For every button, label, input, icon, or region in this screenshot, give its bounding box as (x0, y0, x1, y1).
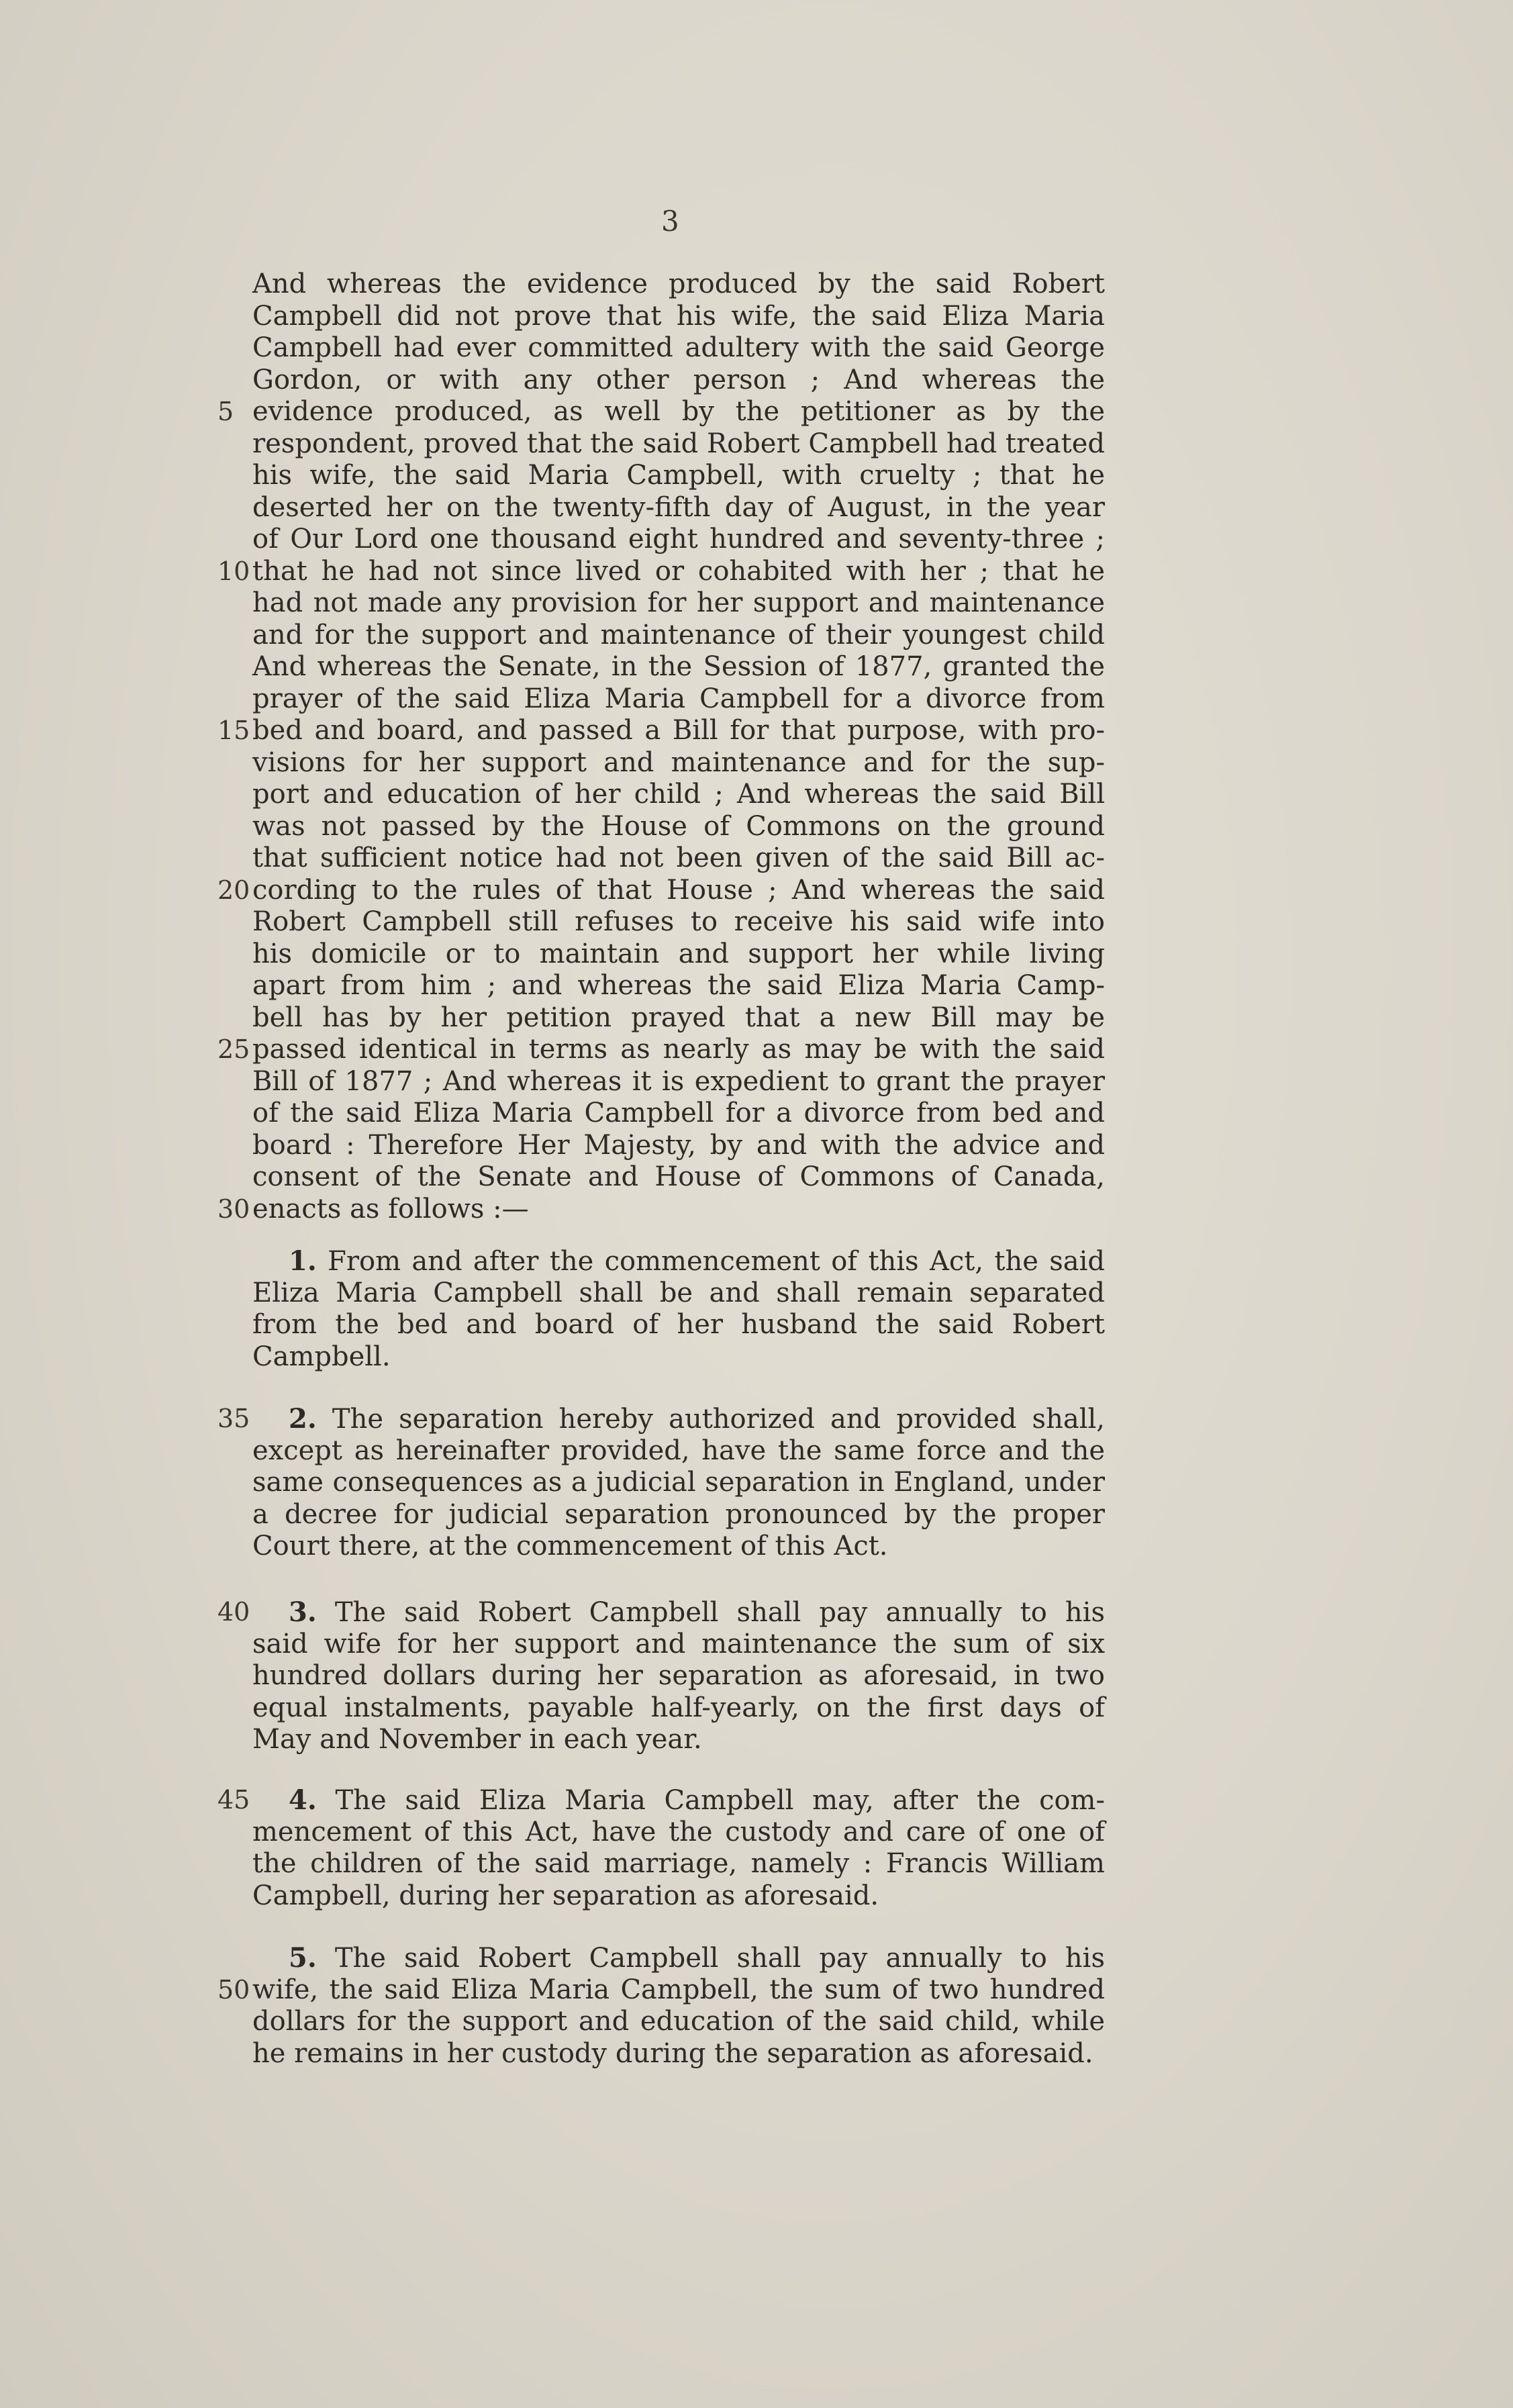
text-line (217, 715, 1105, 747)
line-content (252, 1130, 1105, 1162)
line-text: Court there, at the commencement of this Act. (252, 1531, 888, 1561)
line-content (252, 1724, 1105, 1756)
line-content (252, 842, 1105, 875)
line-number: 50 (217, 1974, 250, 2005)
line-number: 10 (217, 556, 250, 586)
line-content (252, 269, 1105, 301)
line-number: 30 (217, 1194, 250, 1224)
page-number: 3 (661, 205, 679, 238)
text-line (252, 620, 1105, 652)
line-text: equal instalments, payable half-yearly, on the first days of (252, 1692, 1105, 1723)
text-line (217, 1193, 1105, 1226)
line-content (252, 1278, 1105, 1310)
line-content (252, 1341, 1105, 1374)
line-content (252, 1942, 1105, 1975)
text-line (217, 396, 1105, 428)
line-content (252, 779, 1105, 811)
line-text: visions for her support and maintenance and for the sup- (252, 747, 1105, 778)
line-content (252, 1002, 1105, 1034)
line-content (252, 683, 1105, 716)
line-number: 20 (217, 875, 250, 905)
line-text: his domicile or to maintain and support her while living (252, 938, 1105, 969)
line-number: 5 (217, 397, 234, 426)
line-text: Campbell. (252, 1341, 391, 1372)
text-line (252, 1435, 1105, 1467)
line-text: and for the support and maintenance of their youngest child (252, 619, 1105, 651)
line-content (252, 492, 1105, 524)
text-line (252, 524, 1105, 556)
text-line (217, 1596, 1105, 1629)
section-1 (252, 1245, 1105, 1373)
line-content (252, 1880, 1105, 1913)
line-text: passed identical in terms as nearly as may be with the said (252, 1034, 1105, 1065)
line-content (252, 651, 1105, 683)
line-text: that he had not since lived or cohabited with her ; that he (252, 555, 1105, 587)
line-content (252, 1403, 1105, 1436)
line-content (252, 1848, 1105, 1880)
text-line (252, 1309, 1105, 1341)
line-text: was not passed by the House of Commons on the ground (252, 810, 1105, 842)
line-text: And whereas the Senate, in the Session of 1877, granted the (252, 651, 1105, 682)
line-text: mencement of this Act, have the custody and care of one of (252, 1816, 1105, 1847)
line-content (252, 1098, 1105, 1130)
line-text: The separation hereby authorized and provided shall, (332, 1404, 1105, 1435)
section-2 (217, 1403, 1105, 1563)
text-line (252, 1467, 1105, 1499)
text-line (252, 1629, 1105, 1661)
line-text: apart from him ; and whereas the said Eliza Maria Camp- (252, 970, 1105, 1001)
text-line (252, 1066, 1105, 1098)
text-line (252, 1848, 1105, 1880)
text-line (252, 683, 1105, 716)
text-line (252, 1942, 1105, 1974)
line-text: Bill of 1877 ; And whereas it is expedient to grant the prayer (252, 1065, 1105, 1097)
text-line (252, 1724, 1105, 1756)
line-content (252, 1629, 1105, 1661)
line-content (252, 524, 1105, 556)
line-content (252, 1066, 1105, 1098)
text-line (252, 1531, 1105, 1563)
text-line (252, 906, 1105, 938)
line-content (252, 1817, 1105, 1849)
text-line (252, 587, 1105, 620)
text-line (217, 874, 1105, 907)
line-text: same consequences as a judicial separation in England, under (252, 1467, 1105, 1498)
text-line (252, 2006, 1105, 2038)
line-text: dollars for the support and education of the said child, while (252, 2006, 1105, 2037)
line-text: enacts as follows :— (252, 1193, 529, 1224)
line-number: 40 (217, 1597, 250, 1627)
text-line (252, 938, 1105, 971)
line-content (252, 1309, 1105, 1341)
text-line (252, 747, 1105, 779)
line-number: 35 (217, 1404, 250, 1433)
section-number: 2. (289, 1403, 317, 1435)
line-content (252, 1435, 1105, 1467)
line-content (252, 1531, 1105, 1563)
text-line (252, 2038, 1105, 2070)
section-number: 1. (289, 1245, 317, 1277)
line-text: Robert Campbell still refuses to receive his said wife into (252, 906, 1105, 937)
line-text: that sufficient notice had not been given of the said Bill ac- (252, 842, 1105, 873)
text-line (217, 1034, 1105, 1066)
line-content (252, 1660, 1105, 1692)
line-content (252, 556, 1105, 588)
line-number: 25 (217, 1034, 250, 1064)
line-text: Eliza Maria Campbell shall be and shall remain separated (252, 1277, 1105, 1308)
line-number: 15 (217, 716, 250, 745)
line-content (252, 1974, 1105, 2007)
text-line (252, 1161, 1105, 1194)
text-line (217, 1784, 1106, 1817)
section-4 (217, 1784, 1106, 1912)
section-number: 4. (289, 1784, 317, 1816)
line-content (252, 906, 1105, 938)
text-line (252, 332, 1105, 365)
line-text: Campbell had ever committed adultery with the said George (252, 332, 1105, 363)
text-line (252, 1002, 1105, 1034)
line-text: the children of the said marriage, namely : Francis William (252, 1848, 1105, 1879)
line-text: cording to the rules of that House ; And whereas the said (252, 874, 1105, 906)
line-text: his wife, the said Maria Campbell, with cruelty ; that he (252, 460, 1105, 491)
line-text: Campbell, during her separation as aforesaid. (252, 1880, 879, 1911)
line-content (252, 1596, 1105, 1629)
text-line (252, 269, 1105, 301)
text-line (252, 460, 1105, 492)
text-line (252, 1245, 1105, 1278)
text-line (252, 1499, 1105, 1531)
line-text: bell has by her petition prayed that a new Bill may be (252, 1002, 1105, 1033)
line-content (252, 365, 1105, 397)
line-text: said wife for her support and maintenance the sum of six (252, 1628, 1105, 1659)
line-text: evidence produced, as well by the petitioner as by the (252, 396, 1105, 427)
line-content (252, 332, 1105, 365)
text-line (252, 842, 1105, 875)
line-text: port and education of her child ; And whereas the said Bill (252, 779, 1105, 810)
line-content (252, 396, 1105, 428)
line-content (252, 2038, 1105, 2070)
line-text: had not made any provision for her support and maintenance (252, 587, 1105, 618)
line-content (252, 1194, 1105, 1226)
line-content (252, 1161, 1105, 1194)
line-text: bed and board, and passed a Bill for that purpose, with pro- (252, 715, 1105, 746)
line-content (252, 1034, 1105, 1066)
section-3 (217, 1596, 1105, 1756)
line-content (252, 747, 1105, 779)
line-content (252, 970, 1105, 1002)
line-content (252, 875, 1105, 907)
line-text: The said Robert Campbell shall pay annually to his (334, 1597, 1105, 1628)
line-text: And whereas the evidence produced by the said Robert (252, 269, 1105, 299)
line-text: Gordon, or with any other person ; And whereas the (252, 364, 1105, 395)
text-line (252, 428, 1105, 461)
preamble-paragraph (217, 269, 1105, 1225)
line-text: wife, the said Eliza Maria Campbell, the sum of two hundred (252, 1974, 1105, 2005)
line-text: of Our Lord one thousand eight hundred and seventy-three ; (252, 524, 1105, 555)
line-text: respondent, proved that the said Robert Campbell had treated (252, 428, 1105, 459)
text-line (217, 555, 1105, 588)
line-text: May and November in each year. (252, 1724, 702, 1755)
text-line (217, 1403, 1105, 1435)
line-content (252, 2006, 1105, 2038)
line-content (252, 811, 1105, 843)
line-text: from the bed and board of her husband the said Robert (252, 1309, 1105, 1340)
line-text: a decree for judicial separation pronounced by the proper (252, 1498, 1105, 1530)
line-text: Campbell did not prove that his wife, the said Eliza Maria (252, 300, 1105, 332)
text-line (252, 970, 1105, 1002)
line-text: deserted her on the twenty-fifth day of August, in the year (252, 491, 1105, 523)
line-text: The said Robert Campbell shall pay annually to his (334, 1943, 1105, 1974)
line-text: board : Therefore Her Majesty, by and with the advice and (252, 1129, 1105, 1161)
text-line (252, 1278, 1105, 1310)
line-text: prayer of the said Eliza Maria Campbell for a divorce from (252, 683, 1105, 714)
line-content (252, 301, 1105, 333)
text-line (252, 1341, 1105, 1374)
text-line (252, 365, 1105, 397)
line-text: The said Eliza Maria Campbell may, after the com- (335, 1785, 1106, 1816)
line-content (252, 620, 1105, 652)
section-number: 3. (289, 1596, 317, 1628)
text-line (217, 1974, 1105, 2007)
line-text: hundred dollars during her separation as aforesaid, in two (252, 1660, 1105, 1691)
line-content (252, 1467, 1105, 1499)
line-content (252, 1245, 1105, 1278)
line-text: he remains in her custody during the separation as aforesaid. (252, 2037, 1093, 2069)
line-content (252, 1499, 1105, 1531)
line-content (252, 1692, 1105, 1725)
text-line (252, 301, 1105, 333)
line-content (252, 938, 1105, 971)
line-content (252, 587, 1105, 620)
text-line (252, 1817, 1105, 1849)
text-line (252, 1880, 1105, 1913)
line-content (252, 1784, 1105, 1817)
text-line (252, 651, 1105, 683)
text-line (252, 1098, 1105, 1130)
line-text: consent of the Senate and House of Commons of Canada, (252, 1161, 1105, 1192)
line-text: except as hereinafter provided, have the same force and the (252, 1435, 1105, 1466)
line-content (252, 460, 1105, 492)
text-line (252, 1130, 1105, 1162)
section-number: 5. (289, 1942, 317, 1974)
line-text: From and after the commencement of this Act, the said (328, 1246, 1105, 1277)
line-content (252, 428, 1105, 461)
line-number: 45 (217, 1785, 250, 1815)
section-5 (217, 1942, 1105, 2070)
text-line (252, 811, 1105, 843)
line-text: of the said Eliza Maria Campbell for a divorce from bed and (252, 1098, 1105, 1128)
text-line (252, 492, 1105, 524)
text-line (252, 1692, 1105, 1725)
line-content (252, 715, 1105, 747)
text-line (252, 1660, 1105, 1692)
text-line (252, 779, 1105, 811)
